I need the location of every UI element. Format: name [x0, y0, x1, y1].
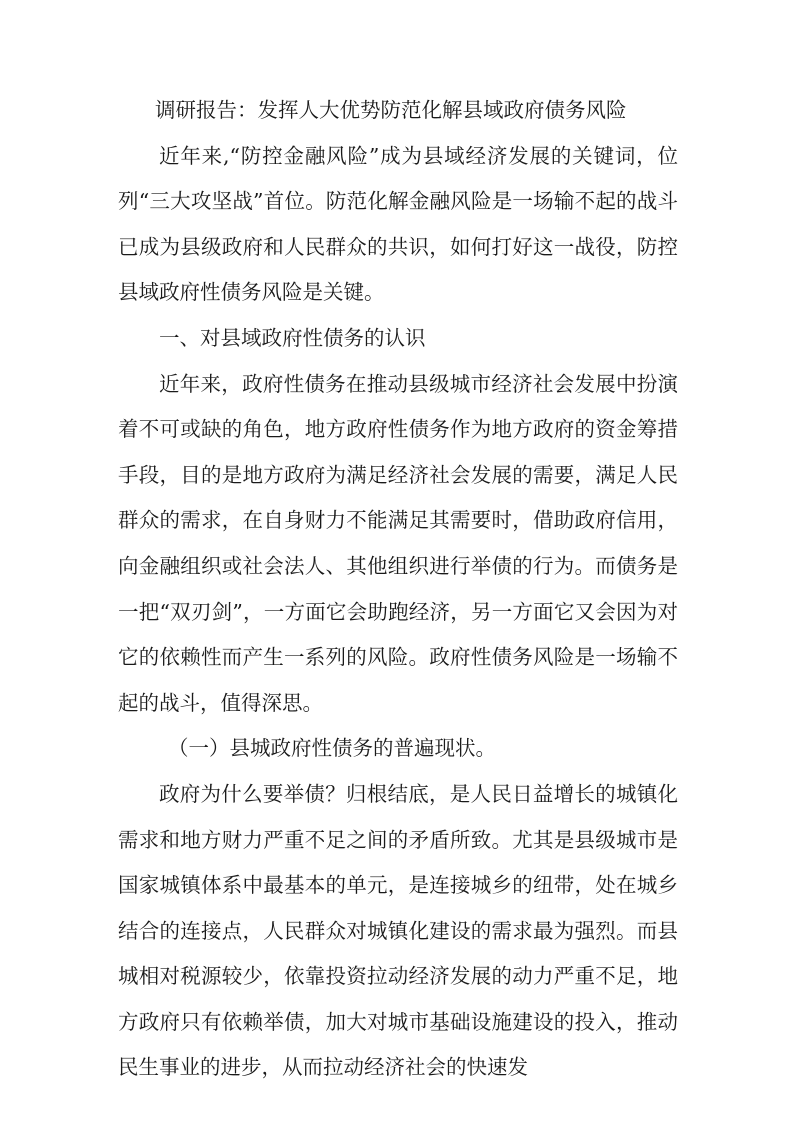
document-title: 调研报告：发挥人大优势防范化解县域政府债务风险	[155, 98, 627, 122]
subsection-1-paragraph: 政府为什么要举债？归根结底，是人民日益增长的城镇化需求和地方财力严重不足之间的矛盾所致。尤其是县级城市是国家城镇体系中最基本的单元，是连接城乡的纽带，处在城乡结合的连接点，人民群众对城镇化建设的需求最为强烈。而县城相对税源较少，依靠投资拉动经济发展的动力严重不足，地方政府只有依赖举债，加大对城市基础设施建设的投入，推动民生事业的进步，从而拉动经济社会的快速发	[118, 781, 678, 1080]
document-body	[118, 88, 678, 1091]
section-1-paragraph: 近年来，政府性债务在推动县级城市经济社会发展中扮演着不可或缺的角色，地方政府性债务作为地方政府的资金筹措手段，目的是地方政府为满足经济社会发展的需要，满足人民群众的需求，在自身财力不能满足其需要时，借助政府信用，向金融组织或社会法人、其他组织进行举债的行为。而债务是一把“双刃剑”，一方面它会助跑经济，另一方面它又会因为对它的依赖性而产生一系列的风险。政府性债务风险是一场输不起的战斗，值得深思。	[118, 371, 678, 715]
intro-paragraph: 近年来,“防控金融风险”成为县域经济发展的关键词，位列“三大攻坚战”首位。防范化解金融风险是一场输不起的战斗已成为县级政府和人民群众的共识，如何打好这一战役，防控县域政府性债务风险是关键。	[118, 143, 678, 305]
subsection-1-heading: （一）县城政府性债务的普遍现状。	[168, 736, 496, 761]
section-1-heading: 一、对县域政府性债务的认识	[159, 325, 426, 350]
